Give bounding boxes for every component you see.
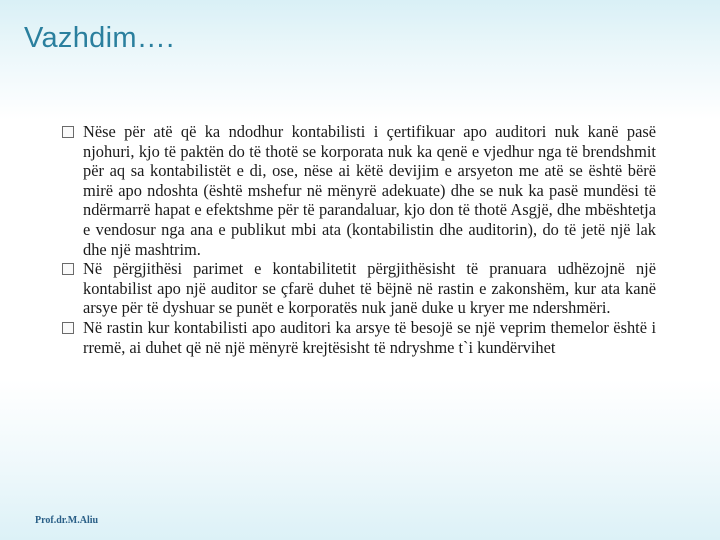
author-footer: Prof.dr.M.Aliu: [35, 515, 99, 526]
paragraph-text: Në rastin kur kontabilisti apo auditori ka arsye të besojë se një veprim themelor është i rremë, ai duhet që në një mënyrë krejtësisht të ndryshme t`i kundërvihet: [83, 317, 656, 357]
checkbox-bullet-icon: [62, 322, 74, 334]
bullet-paragraph-1: [62, 122, 656, 259]
paragraph-text: Në përgjithësi parimet e kontabilitetit përgjithësisht të pranuara udhëzojnë një kontabilist apo një auditor se çfarë duhet të bëjnë në rastin e zakonshëm, kur ata kanë arsye për të dyshuar se punët e korporatës nuk janë duke u kryer me ndershmëri.: [83, 259, 656, 318]
checkbox-bullet-icon: [62, 263, 74, 275]
slide-title: Vazhdim….: [24, 22, 175, 54]
paragraph-text: Nëse për atë që ka ndodhur kontabilisti i çertifikuar apo auditori nuk kanë pasë njohuri, kjo të paktën do të thotë se korporata nuk ka qenë e vjedhur nga të brendshmit për aq sa kontabilistët e di, ose, nëse ai këtë devijim e arsyeton me atë se është bërë mirë apo ndoshta (është mshefur në mënyrë adekuate) dhe se nuk ka pasë mundësi të ndërmarrë hapat e efektshme për të parandaluar, kjo don të thotë Asgjë, dhe mbështetja e vendosur nga ana e publikut mbi ata (kontabilistin dhe auditorin), do të jetë një lak dhe një mashtrim.: [83, 122, 656, 259]
slide-body: [62, 122, 656, 357]
bullet-paragraph-2: [62, 259, 656, 318]
bullet-paragraph-3: [62, 318, 656, 357]
checkbox-bullet-icon: [62, 126, 74, 138]
